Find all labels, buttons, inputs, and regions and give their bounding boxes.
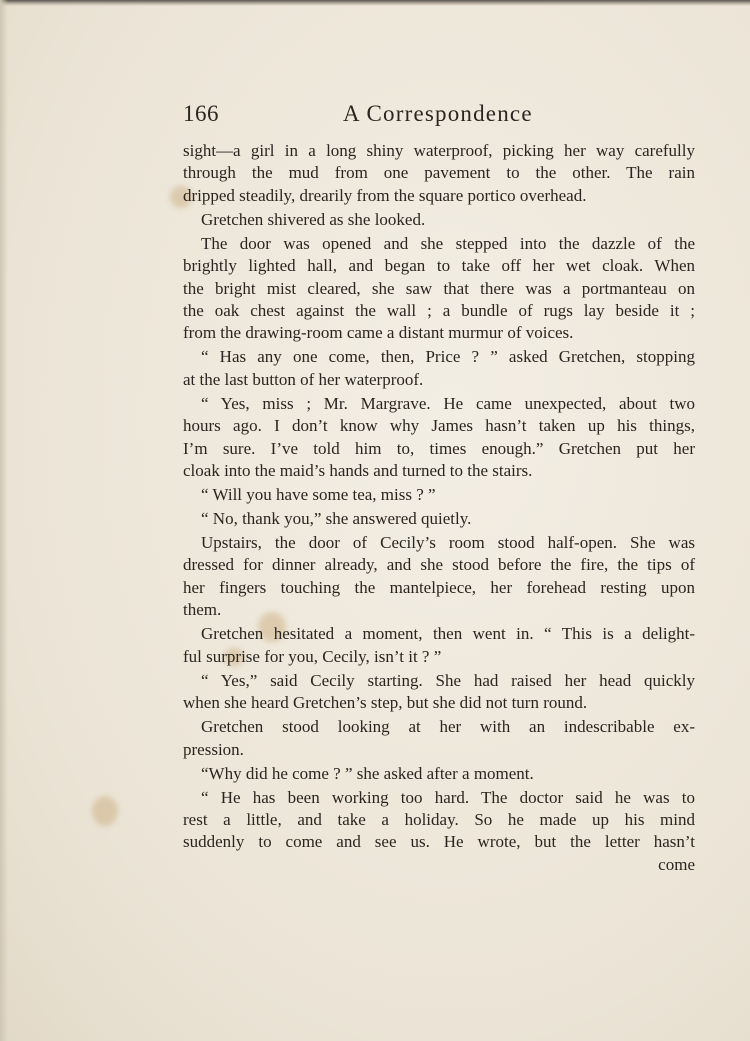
catchword: [183, 854, 695, 876]
running-header: [183, 99, 695, 133]
text-line: cloak into the maid’s hands and turned to the stairs.: [183, 461, 533, 481]
text-line: The door was opened and she stepped into the dazzle of the: [201, 233, 695, 253]
body-text: [183, 140, 695, 876]
text-line: ful surprise for you, Cecily, isn’t it ? ”: [183, 646, 442, 666]
paragraph: [183, 716, 695, 761]
paragraph: [183, 233, 695, 345]
running-title: A Correspondence: [343, 101, 533, 126]
text-line: from the drawing-room came a distant murmur of voices.: [183, 323, 574, 343]
text-line: dressed for dinner already, and she stood before the fire, the tips of: [183, 555, 695, 575]
text-line: “ He has been working too hard. The doctor said he was to: [201, 787, 695, 807]
text-line: the bright mist cleared, she saw that there was a portmanteau on: [183, 278, 695, 298]
text-line: “ Will you have some tea, miss ? ”: [201, 485, 436, 505]
text-line: her fingers touching the mantelpiece, her forehead resting upon: [183, 577, 695, 597]
text-line: them.: [183, 600, 222, 620]
paragraph: [183, 623, 695, 668]
text-line: hours ago. I don’t know why James hasn’t taken up his things,: [183, 416, 695, 436]
text-line: Gretchen shivered as she looked.: [201, 209, 426, 229]
text-line: at the last button of her waterproof.: [183, 369, 424, 389]
page-top-edge: [0, 0, 750, 6]
foxing-spot: [92, 796, 118, 826]
text-line: through the mud from one pavement to the other. The rain: [183, 163, 695, 183]
text-line: “ No, thank you,” she answered quietly.: [201, 509, 472, 529]
text-line: the oak chest against the wall ; a bundle of rugs lay beside it ;: [183, 301, 695, 321]
text-line: “ Has any one come, then, Price ? ” asked Gretchen, stopping: [201, 347, 695, 367]
text-line: “ Yes, miss ; Mr. Margrave. He came unexpected, about two: [201, 393, 695, 413]
page-number: 166: [183, 101, 219, 126]
text-line: Upstairs, the door of Cecily’s room stood half-open. She was: [201, 533, 695, 553]
paragraph: [183, 763, 695, 785]
catchword-text: come: [658, 854, 695, 874]
text-line: Gretchen stood looking at her with an indescribable ex-: [201, 717, 695, 737]
text-line: pression.: [183, 739, 244, 759]
paragraph: [183, 670, 695, 715]
text-line: rest a little, and take a holiday. So he made up his mind: [183, 809, 695, 829]
paragraph: [183, 532, 695, 622]
paragraph: [183, 140, 695, 207]
paragraph: [183, 393, 695, 483]
paragraph: [183, 209, 695, 231]
text-line: sight—a girl in a long shiny waterproof, picking her way carefully: [183, 141, 695, 160]
paragraph: [183, 508, 695, 530]
text-line: “ Yes,” said Cecily starting. She had raised her head quickly: [201, 670, 695, 690]
paragraph: [183, 484, 695, 506]
text-line: suddenly to come and see us. He wrote, but the letter hasn’t: [183, 832, 695, 852]
paragraph: [183, 346, 695, 391]
text-line: “Why did he come ? ” she asked after a moment.: [201, 763, 534, 783]
text-line: when she heard Gretchen’s step, but she did not turn round.: [183, 693, 588, 713]
text-line: dripped steadily, drearily from the square portico overhead.: [183, 185, 587, 205]
paragraph: [183, 787, 695, 854]
text-line: Gretchen hesitated a moment, then went in. “ This is a delight-: [201, 624, 695, 644]
text-line: brightly lighted hall, and began to take off her wet cloak. When: [183, 256, 695, 276]
text-line: I’m sure. I’ve told him to, times enough.” Gretchen put her: [183, 438, 695, 458]
page-left-edge: [0, 0, 8, 1041]
